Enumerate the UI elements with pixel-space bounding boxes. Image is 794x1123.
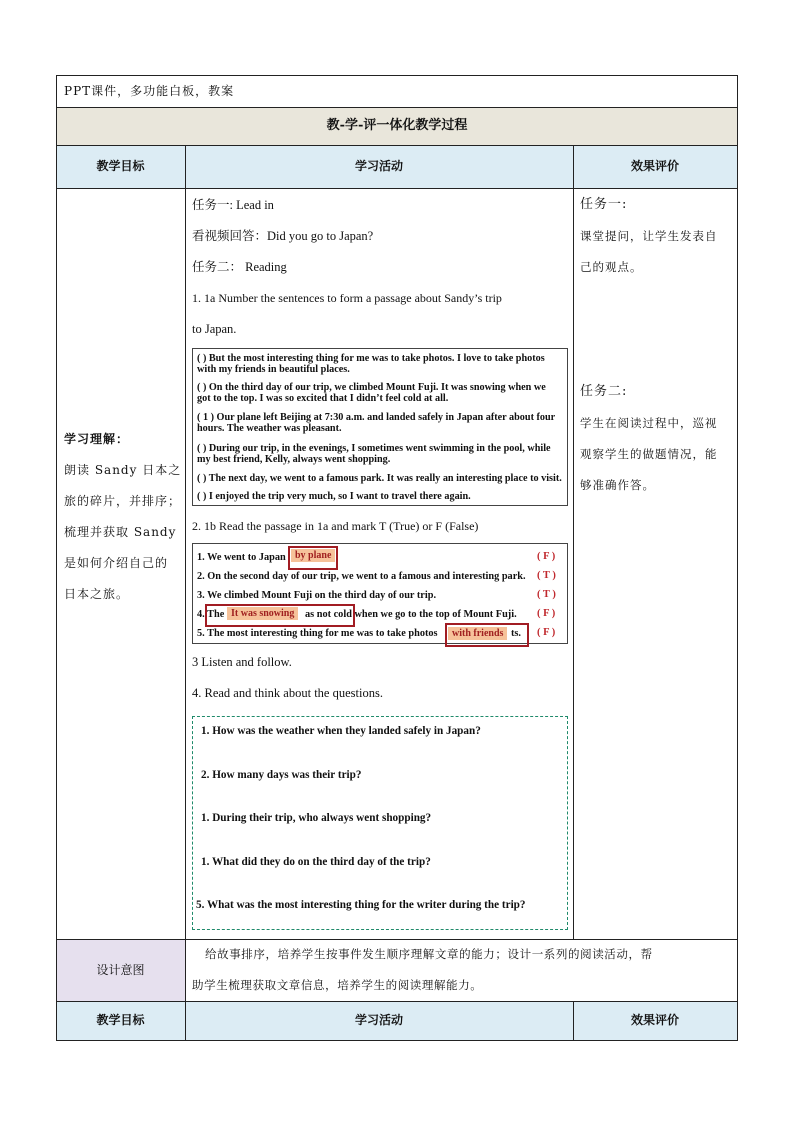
eval-task1-title: 任务一:: [580, 197, 628, 212]
sentence-line: hours. The weather was pleasant.: [197, 423, 342, 434]
goal-line: 梳理并获取 Sandy: [64, 525, 177, 539]
sentence-line: got to the top. I was so excited that I didn’t feel cold at all.: [197, 393, 449, 404]
correction-by-plane: by plane: [291, 549, 335, 562]
step1-instruction: 1. 1a Number the sentences to form a passage about Sandy’s trip: [192, 291, 502, 305]
header-evaluation: 效果评价: [630, 159, 679, 173]
tf-item: 2. On the second day of our trip, we went to a famous and interesting park.: [197, 571, 526, 582]
eval-task1-line: 己的观点。: [580, 260, 643, 274]
footer-header-goal: 教学目标: [96, 1013, 145, 1027]
resources-text: PPT课件，多功能白板，教案: [64, 84, 235, 98]
sentence-line: ( ) But the most interesting thing for me was to take photos. I love to take photos: [197, 353, 545, 364]
sentence-line: ( 1 ) Our plane left Beijing at 7:30 a.m. and landed safely in Japan after about four: [197, 412, 556, 423]
sentence-line: my best friend, Kelly, always went shopping.: [197, 454, 391, 465]
tf-mark: ( T ): [537, 570, 556, 581]
correction-with-friends: with friends: [448, 627, 507, 640]
sentence-line: ( ) On the third day of our trip, we climbed Mount Fuji. It was snowing when we: [197, 382, 546, 393]
sentence-line: ( ) During our trip, in the evenings, I sometimes went swimming in the pool, while: [197, 443, 551, 454]
sentence-line: with my friends in beautiful places.: [197, 364, 350, 375]
true-false-box: [192, 543, 568, 644]
design-text-line1: 给故事排序，培养学生按事件发生顺序理解文章的能力；设计一系列的阅读活动，帮: [205, 947, 653, 961]
tf-item-tail: ts.: [511, 628, 522, 639]
step3-instruction: 3 Listen and follow.: [192, 655, 292, 669]
tf-item: 3. We climbed Mount Fuji on the third day of our trip.: [197, 590, 437, 601]
question-item: 5. What was the most interesting thing for the writer during the trip?: [196, 899, 526, 911]
goal-line: 朗读 Sandy 日本之: [64, 463, 182, 477]
tf-mark: ( T ): [537, 589, 556, 600]
task1-title: 任务一: Lead in: [192, 198, 274, 212]
tf-mark: ( F ): [537, 608, 556, 619]
correction-it-was-snowing: It was snowing: [227, 607, 298, 620]
design-label: 设计意图: [96, 963, 145, 977]
footer-header-activity: 学习活动: [354, 1013, 403, 1027]
tf-item: 4. The: [197, 609, 225, 620]
task2-title: 任务二： Reading: [192, 260, 287, 274]
tf-item: 1. We went to Japan: [197, 552, 286, 563]
question-item: 1. During their trip, who always went shopping?: [201, 812, 432, 824]
tf-mark: ( F ): [537, 627, 556, 638]
goal-line: 日本之旅。: [64, 587, 130, 601]
goal-line: 是如何介绍自己的: [64, 556, 169, 570]
sentence-line: ( ) I enjoyed the trip very much, so I want to travel there again.: [197, 491, 471, 502]
eval-task2-line: 观察学生的做题情况，能: [580, 447, 718, 461]
question-item: 1. What did they do on the third day of the trip?: [201, 856, 431, 868]
step2-instruction: 2. 1b Read the passage in 1a and mark T (True) or F (False): [192, 519, 479, 533]
header-goal: 教学目标: [96, 159, 145, 173]
watch-question: 看视频回答：Did you go to Japan?: [192, 229, 374, 243]
header-activity: 学习活动: [354, 159, 403, 173]
tf-item-rest: as not cold when we go to the top of Mount Fuji.: [305, 609, 517, 620]
step4-instruction: 4. Read and think about the questions.: [192, 686, 383, 700]
eval-task2-line: 够准确作答。: [580, 478, 655, 492]
section-title: 教-学-评一体化教学过程: [326, 118, 468, 133]
design-text-line2: 助学生梳理获取文章信息，培养学生的阅读理解能力。: [192, 978, 483, 992]
sentence-line: ( ) The next day, we went to a famous park. It was really an interesting place to visit.: [197, 473, 562, 484]
goal-title: 学习理解：: [64, 432, 130, 446]
questions-box: [192, 716, 568, 930]
tf-item: 5. The most interesting thing for me was to take photos: [197, 628, 438, 639]
goal-line: 旅的碎片，并排序；: [64, 494, 182, 508]
eval-task1-line: 课堂提问，让学生发表自: [580, 229, 718, 243]
question-item: 2. How many days was their trip?: [201, 769, 362, 781]
sort-sentences-box: [192, 348, 568, 506]
eval-task2-title: 任务二:: [580, 384, 628, 399]
question-item: 1. How was the weather when they landed safely in Japan?: [201, 725, 481, 737]
footer-header-evaluation: 效果评价: [630, 1013, 679, 1027]
eval-task2-line: 学生在阅读过程中，巡视: [580, 416, 718, 430]
step1-instruction-cont: to Japan.: [192, 322, 237, 336]
tf-mark: ( F ): [537, 551, 556, 562]
